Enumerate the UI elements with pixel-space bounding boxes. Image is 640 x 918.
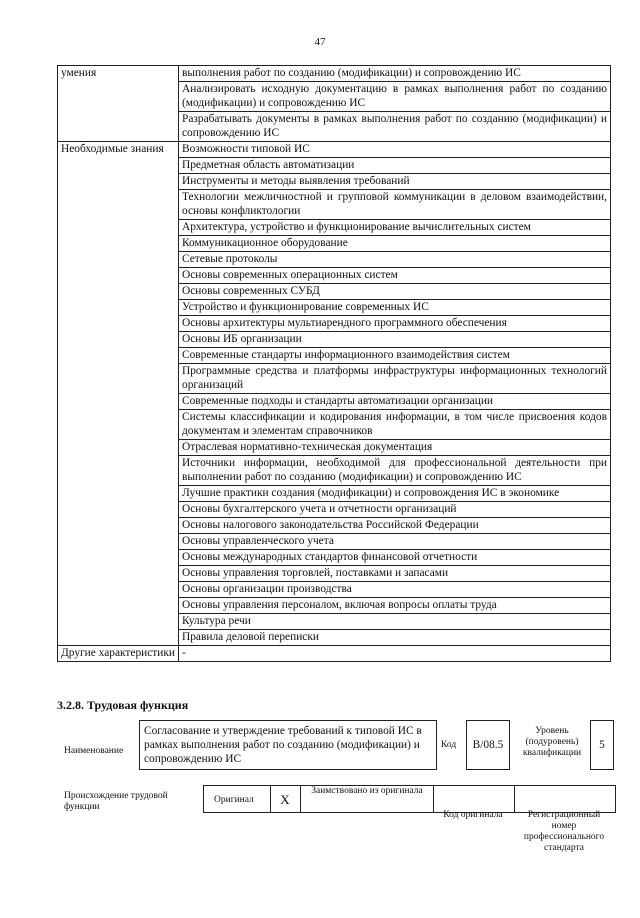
table-row [58,190,611,220]
row-item: Источники информации, необходимой для профессиональной деятельности при выполнении работ по созданию (модификации) и сопровождению ИС [179,456,611,486]
origin-divider [514,785,515,813]
row-category [58,268,179,284]
row-item: выполнения работ по созданию (модификации) и сопровождению ИС [179,66,611,82]
row-item: Устройство и функционирование современных ИС [179,300,611,316]
table-row [58,502,611,518]
row-category: Необходимые знания [58,142,179,158]
row-category [58,630,179,646]
table-row [58,142,611,158]
code-value-box [466,720,510,770]
table-row [58,440,611,456]
row-item: Отраслевая нормативно-техническая документация [179,440,611,456]
row-category: Другие характеристики [58,646,179,662]
page-number: 47 [314,36,326,48]
row-item: Программные средства и платформы инфраструктуры информационных технологий организаций [179,364,611,394]
table-row [58,332,611,348]
row-category [58,300,179,316]
row-item: Возможности типовой ИС [179,142,611,158]
row-item: Предметная область автоматизации [179,158,611,174]
table-row [58,284,611,300]
level-label: Уровень (подуровень) квалификации [522,726,582,758]
row-category [58,364,179,394]
row-item: Современные подходы и стандарты автоматизации организации [179,394,611,410]
reg-number-label: Регистрационный номер профессионального стандарта [523,810,605,853]
function-name-value: Согласование и утверждение требований к типовой ИС в рамках выполнения работ по созданию (модификации) и сопровождению ИС [144,725,422,765]
row-item: Сетевые протоколы [179,252,611,268]
row-category [58,614,179,630]
row-item: Анализировать исходную документацию в рамках выполнения работ по созданию (модификации) и сопровождению ИС [179,82,611,112]
table-row [58,348,611,364]
row-item: Основы современных СУБД [179,284,611,300]
name-label: Наименование [64,746,124,756]
row-item: Основы международных стандартов финансовой отчетности [179,550,611,566]
row-category [58,486,179,502]
level-value-box [590,720,614,770]
row-category [58,440,179,456]
code-value: B/08.5 [472,739,504,751]
table-row [58,252,611,268]
row-item: Архитектура, устройство и функционирование вычислительных систем [179,220,611,236]
table-row [58,174,611,190]
row-category [58,316,179,332]
row-item: Основы организации производства [179,582,611,598]
table-row [58,82,611,112]
skills-knowledge-table [57,65,611,662]
row-category [58,518,179,534]
level-value: 5 [599,739,605,751]
row-category [58,456,179,486]
row-item: Основы управленческого учета [179,534,611,550]
row-category [58,566,179,582]
table-row [58,410,611,440]
row-item: Культура речи [179,614,611,630]
origin-divider [300,785,301,813]
borrowed-label: Заимствовано из оригинала [311,786,423,796]
table-row [58,534,611,550]
row-item: Технологии межличностной и групповой коммуникации в деловом взаимодействии, основы конфликтологии [179,190,611,220]
row-category [58,348,179,364]
table-row [58,300,611,316]
row-item: Основы управления персоналом, включая вопросы оплаты труда [179,598,611,614]
row-category [58,598,179,614]
table-row [58,614,611,630]
row-category [58,332,179,348]
table-row [58,582,611,598]
row-item: Основы бухгалтерского учета и отчетности организаций [179,502,611,518]
original-code-label: Код оригинала [443,810,503,820]
row-category [58,158,179,174]
table-row [58,566,611,582]
row-item: Основы ИБ организации [179,332,611,348]
row-item: Правила деловой переписки [179,630,611,646]
row-category [58,582,179,598]
table-row [58,486,611,502]
table-row [58,158,611,174]
original-mark: X [280,792,290,807]
row-item: Коммуникационное оборудование [179,236,611,252]
row-item: Основы архитектуры мультиарендного программного обеспечения [179,316,611,332]
origin-label: Происхождение трудовой функции [64,791,168,812]
table-row [58,236,611,252]
origin-divider [270,785,271,813]
table-row [58,112,611,142]
table-row [58,646,611,662]
row-item: Современные стандарты информационного взаимодействия систем [179,348,611,364]
row-category [58,394,179,410]
code-label: Код [441,740,457,750]
row-category [58,112,179,142]
row-category [58,284,179,300]
table-row [58,268,611,284]
row-item: Основы современных операционных систем [179,268,611,284]
table-row [58,518,611,534]
row-category [58,236,179,252]
row-item: - [179,646,611,662]
row-category [58,82,179,112]
row-category [58,174,179,190]
table-row [58,630,611,646]
row-item: Основы налогового законодательства Российской Федерации [179,518,611,534]
origin-divider [433,785,434,813]
table-row [58,364,611,394]
row-category: умения [58,66,179,82]
row-item: Системы классификации и кодирования информации, в том числе присвоения кодов документам и элементам справочников [179,410,611,440]
table-row [58,220,611,236]
function-name-box [139,720,437,770]
row-category [58,502,179,518]
row-category [58,252,179,268]
row-category [58,410,179,440]
section-heading: 3.2.8. Трудовая функция [57,698,189,712]
original-label: Оригинал [214,795,254,805]
table-row [58,394,611,410]
row-item: Лучшие практики создания (модификации) и сопровождения ИС в экономике [179,486,611,502]
table-row [58,316,611,332]
row-item: Разрабатывать документы в рамках выполнения работ по созданию (модификации) и сопровождению ИС [179,112,611,142]
row-category [58,534,179,550]
row-category [58,220,179,236]
row-category [58,190,179,220]
table-row [58,550,611,566]
table-row [58,456,611,486]
row-item: Инструменты и методы выявления требований [179,174,611,190]
table-row [58,66,611,82]
row-category [58,550,179,566]
table-row [58,598,611,614]
row-item: Основы управления торговлей, поставками и запасами [179,566,611,582]
